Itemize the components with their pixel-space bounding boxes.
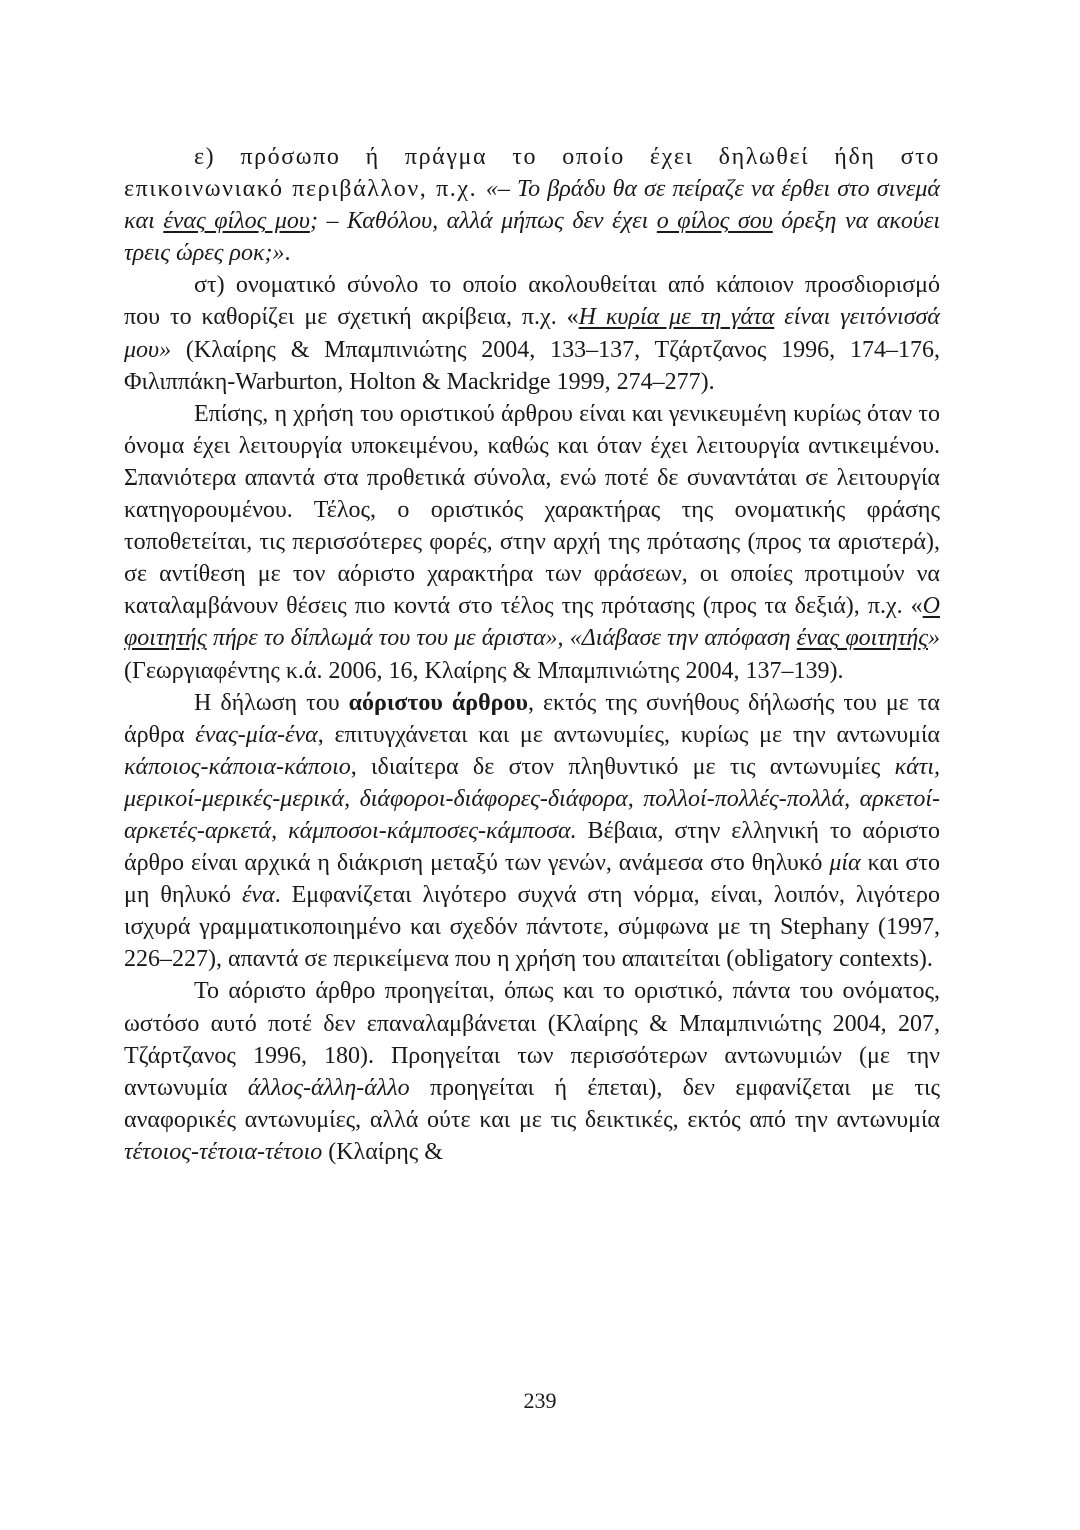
paragraph-st bbox=[124, 269, 940, 397]
p3-example-underlined-2: ένας φοιτητής bbox=[796, 625, 929, 652]
p1-example-underlined-2: ο φίλος σου bbox=[656, 208, 773, 235]
p5-d: τέτοιος-τέτοια-τέτοιο bbox=[124, 1138, 323, 1165]
p4-f: κάποιος-κάποια-κάποιο bbox=[124, 753, 351, 780]
paragraph-definite-article bbox=[124, 398, 940, 687]
p4-h: κάτι, μερικοί-μερικές-μερικά, διάφοροι-διάφορες-διάφορα, πολλοί-πολλές-πολλά, αρκετοί-αρκετές-αρκετά, κάμποσοι-κάμποσες-κάμποσα. bbox=[124, 753, 940, 844]
p1-example-start: «– Το βράδυ θα σε πείραζε να έρθει στο σινεμά και bbox=[124, 176, 940, 235]
p4-l: ένα bbox=[241, 882, 275, 909]
p4-i: Βέβαια, στην ελληνική το αόριστο άρθρο είναι αρχικά η διάκριση μεταξύ των γενών, ανάμεσα στο θηλυκό bbox=[124, 817, 941, 877]
p5-a: Το αόριστο άρθρο προηγείται, όπως και το οριστικό, πάντα του ονόματος, ωστόσο αυτό ποτέ δεν επαναλαμβάνεται (Κλαίρης & Μπαμπινιώτης 2004, 207, Τζάρτζανος 1996, 180). Προηγείται των περισσότερων αντωνυμιών (με την αντωνυμία bbox=[124, 978, 940, 1101]
p1-example-mid: ; – Καθόλου, αλλά μήπως δεν έχει bbox=[309, 208, 657, 235]
paragraph-indefinite-article bbox=[124, 687, 940, 976]
p2-example-underlined: Η κυρία με τη γάτα bbox=[578, 304, 775, 331]
p3-example-mid: πήρε το δίπλωμά του του με άριστα», «Διάβασε την απόφαση bbox=[206, 625, 797, 652]
p1-example-end: όρεξη να ακούει τρεις ώρες ροκ;» bbox=[124, 208, 941, 267]
p4-c: , εκτός της συνήθους δήλωσής του με τα άρθρα bbox=[124, 689, 941, 748]
p2-citation: (Κλαίρης & Μπαμπινιώτης 2004, 133–137, Τζάρτζανος 1996, 174–176, Φιλιππάκη-Warburton, Holton & Mackridge 1999, 274–277). bbox=[124, 336, 940, 395]
p5-e: (Κλαίρης & bbox=[322, 1138, 443, 1165]
page-number: 239 bbox=[523, 1388, 557, 1413]
p4-bold-term: αόριστου άρθρου bbox=[348, 689, 528, 716]
paragraph-indefinite-position bbox=[124, 975, 940, 1168]
p3-lead: Επίσης, η χρήση του οριστικού άρθρου είναι και γενικευμένη κυρίως όταν το όνομα έχει λειτουργία υποκειμένου, καθώς και όταν έχει λειτουργία αντικειμένου. Σπανιότερα απαντά στα προθετικά σύνολα, ενώ ποτέ δε συναντάται σε λειτουργία κατηγορουμένου. Τέλος, ο οριστικός χαρακτήρας της ονοματικής φράσης τοποθετείται, τις περισσότερες φορές, στην αρχή της πρότασης (προς τα αριστερά), σε αντίθεση με τον αόριστο χαρακτήρα των φράσεων, οι οποίες προτιμούν να καταλαμβάνουν θέσεις πιο κοντά στο τέλος της πρότασης (προς τα δεξιά), π.χ. « bbox=[124, 400, 940, 620]
p4-d: ένας-μία-ένα bbox=[195, 721, 318, 748]
p4-e: , επιτυγχάνεται και με αντωνυμίες, κυρίως με την αντωνυμία bbox=[317, 721, 940, 748]
p2-lead: στ) ονοματικό σύνολο το οποίο ακολουθείται από κάποιον προσδιορισμό που το καθορίζει με σχετική ακρίβεια, π.χ. « bbox=[124, 272, 940, 331]
p1-example-underlined-1: ένας φίλος μου bbox=[163, 208, 310, 235]
p5-c: προηγείται ή έπεται), δεν εμφανίζεται με τις αναφορικές αντωνυμίες, αλλά ούτε και με τις δεικτικές, εκτός από την αντωνυμία bbox=[124, 1074, 940, 1133]
p1-lead: ε) πρόσωπο ή πράγμα το οποίο έχει δηλωθεί ήδη στο επικοινωνιακό περιβάλλον, π.χ. bbox=[124, 144, 940, 203]
p3-example-close: » bbox=[928, 625, 941, 652]
p1-period: . bbox=[284, 240, 291, 267]
p4-k: και στο μη θηλυκό bbox=[124, 850, 941, 909]
p5-b: άλλος-άλλη-άλλο bbox=[247, 1074, 410, 1101]
p2-example-end: είναι γειτόνισσά μου» bbox=[124, 304, 940, 363]
paragraph-epsilon bbox=[124, 141, 940, 269]
p4-j: μία bbox=[829, 850, 861, 877]
body-text bbox=[124, 141, 940, 1168]
p4-g: , ιδιαίτερα δε στον πληθυντικό με τις αντωνυμίες bbox=[350, 753, 895, 780]
p4-m: . Εμφανίζεται λιγότερο συχνά στη νόρμα, είναι, λοιπόν, λιγότερο ισχυρά γραμματικοποιημένο και σχεδόν πάντοτε, σύμφωνα με τη Stephany (1997, 226–227), απαντά σε περικείμενα που η χρήση του απαιτείται (obligatory contexts). bbox=[124, 882, 940, 973]
p3-example-underlined-1: Ο φοιτητής bbox=[124, 593, 940, 652]
p3-citation: (Γεωργιαφέντης κ.ά. 2006, 16, Κλαίρης & Μπαμπινιώτης 2004, 137–139). bbox=[124, 657, 844, 684]
p4-a: Η δήλωση του bbox=[194, 689, 349, 716]
